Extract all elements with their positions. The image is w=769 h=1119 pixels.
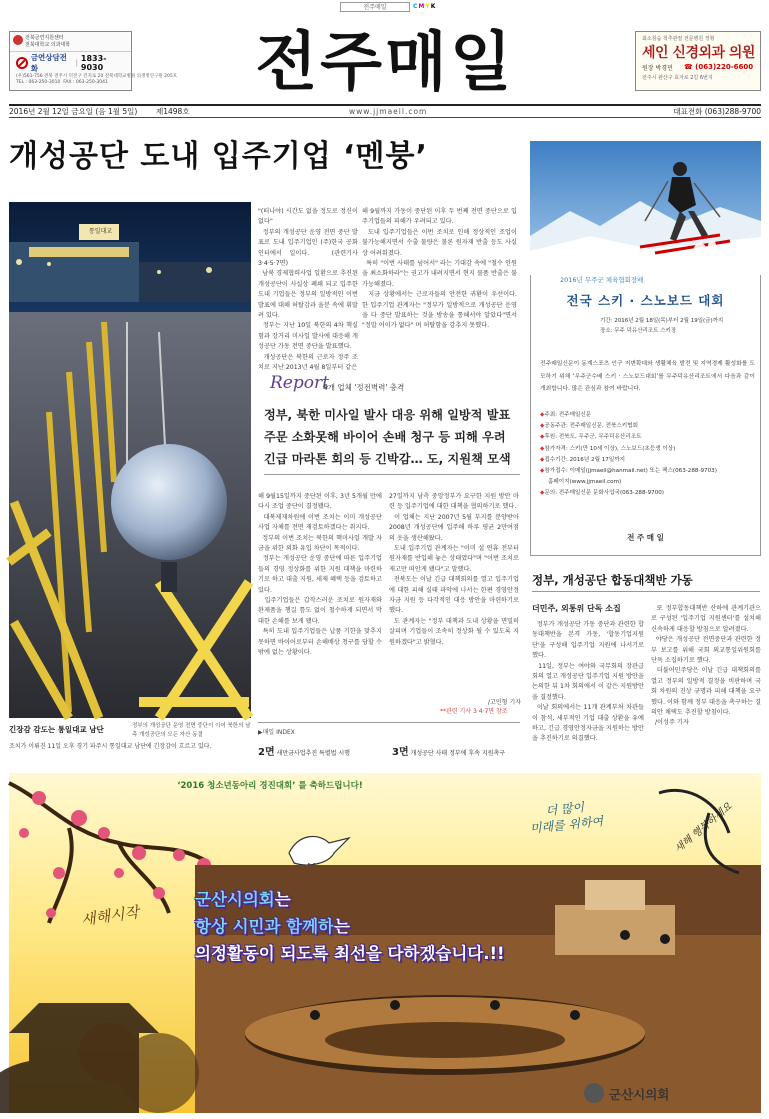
index-page-1: 2면 (258, 747, 275, 758)
ski-detail-item: ◆후원: 전북도, 무주군, 무주덕유산리조트 (540, 434, 642, 441)
ski-detail-item: ◆접수기간: 2016년 2월 17일까지 (540, 456, 626, 463)
ski-detail-item: ◆참가자격: 스키(만 10세 이상), 스노보드(초등생 이상) (540, 445, 676, 452)
ad-line1: 금연상담전화 (30, 53, 67, 73)
index-label: ▶매일 INDEX (258, 729, 295, 736)
ad-right-tel: ☎ (063)220-6600 (684, 63, 754, 71)
banner-council-logo-text: 군산시의회 (609, 1087, 670, 1102)
article-column-2: 해 9월까지 가동이 중단된 이후 두 번째 전면 중단으로 입주기업들의 피해가 우려되고 있다. 도내 입주기업들은 이번 조치로 인해 정상적인 조업이 불가능해지면서 수출 물량은 물론 원자재 반출 등도 사실상 어려워졌다. 특히 "이번 사태를 넘어서" 라는 기대감 속에 "철수 인원을 최소화하라"는 권고가 내려지면서 현지 물품 반출은 불가능해졌다. 지금 상황에서는 근로자들의 안전한 귀환이 우선이다. 한 입주기업 관계자는 "정부가 일방적으로 개성공단 운영을 다 중단 발표하는 것을 방송을 통해서야 알았다"면서 "정말 어이가 없다" 며 허탈함을 감추지 못했다. (362, 208, 518, 330)
ad-right-name: 세인 신경외과 의원 (642, 45, 755, 61)
page-index (258, 722, 520, 766)
report-banner (270, 373, 518, 397)
ski-event-details (540, 410, 755, 500)
second-article-column-2: 또 정부합동대책반 산하에 관계기관으로 구성된 '입주기업 지원센터'를 설치해 신속하게 대응할 방침으로 알려졌다. 야당은 개성공단 전면중단과 관련한 정부 보고를 위해 국회 외교통일위원회를 단독 소집하기로 했다. 더불어민주당은 이날 긴급 대책회의를 열고 정부의 일방적 결정을 비판하며 국회 차원의 진상 규명과 피해 대책을 요구했다. 이와 함께 정부 대응을 촉구하는 결의안 채택도 추진할 방침이다. /이성주 기자 (651, 605, 761, 727)
ski-detail-item[interactable]: 홈페이지(www.jjmaeil.com) (548, 479, 622, 486)
ad-hotline: 금연상담전화 | 1833-9030 (16, 56, 127, 70)
ski-event-info: 기간: 2016년 2월 18일(목)부터 2월 19일(금)까지 장소: 무주 덕유산리조트 스키장 (600, 318, 724, 334)
center-logo-icon (13, 35, 23, 45)
ski-event-title: 전국 스키 · 스노보드 대회 (566, 293, 725, 308)
article-column-1: "(떠나야) 시간도 없을 정도로 정신이 없다" 정부의 개성공단 운영 전면 중단 발표로 도내 입주기업인 (주)한국 공화인터에서 일이다. (관련기사 3·4·5·7면) 남북 경제협력사업 일환으로 추진된 개성공단이 사실상 폐쇄 되고 입주한 도내 기업들은 정부의 일방적인 이번 발표에 대해 허탈감과 울분 속에 휘말려 있다. 정부는 지난 10일 북한의 4차 핵실험과 장거리 미사일 발사에 대응해 개성공단 가동 전면 중단을 발표했다. 개성공단은 북한의 근로자 정주 조치로 지난 2013년 4월 8일부터 같은 (258, 208, 359, 372)
main-phone: 대표전화 (063)288-9700 (673, 107, 761, 116)
issue-number: 제1498호 (156, 107, 190, 116)
lead-photo (9, 202, 251, 718)
ski-detail-item: ◆참가접수: 이메일(jjmaeil@hanmail.net) 또는 팩스(063-288-9703) (540, 468, 717, 475)
subhead-1: 정부, 북한 미사일 발사 대응 위해 일방적 발표 (264, 408, 511, 422)
banner-council-name: 군산시의회 (195, 890, 275, 909)
report-sublabel: 4개 업체 '정전벽력' 충격 (323, 383, 405, 392)
bridge-photo-illustration (9, 202, 251, 718)
ad-clinic[interactable] (635, 31, 761, 91)
photo-caption-title: 긴장감 감도는 통일대교 남단 (9, 725, 104, 734)
ad-header (10, 32, 131, 52)
cmyk-marks: CMYK (413, 3, 437, 10)
banner-calligraphy-far-right: 새해 행복하세요 (673, 801, 735, 856)
ad-org: 전북금연지원센터 전북대학교 의과대학 (25, 35, 71, 48)
registration-label: 전주매일 (340, 2, 410, 12)
banner-main-line-2 (195, 913, 350, 937)
dateline-bar (9, 104, 761, 118)
divider (264, 474, 520, 475)
index-title-1: 새만금사업추진 특별법 시행 (276, 750, 350, 757)
ad-right-address: 전주시 완산구 효자로 2길 6번지 (642, 75, 713, 81)
skier-illustration (530, 141, 761, 275)
index-page-2: 3면 (392, 747, 409, 758)
second-article-subhead: 더민주, 외통위 단독 소집 (532, 604, 621, 613)
banner-top-text: ‘2016 청소년동아리 경진대회’ 를 축하드립니다! (177, 781, 363, 791)
ski-detail-item: ◆주최: 전주매일신문 (540, 412, 592, 418)
issue-date: 2016년 2월 12일 금요일 (음 1월 5일) (9, 107, 138, 116)
ad-right-doctor: 원장 박경민 (642, 65, 673, 72)
ski-event-year: 2016년 무주군 체육협회장배 (560, 276, 644, 284)
website-link[interactable]: www.jjmaeil.com (349, 107, 428, 116)
council-banner-ad[interactable] (9, 773, 761, 1113)
photo-caption-body: 정부의 개성공단 운영 전면 중단이 이어 북한의 남측 개성공단의 모든 자산 동결 (132, 723, 251, 738)
lead-headline: 개성공단 도내 입주기업 ‘멘붕’ (9, 139, 428, 174)
article-column-4: 27일까지 남측 중앙정부가 요구한 지원 방안 마련 등 입주기업에 대한 대책을 협의하기로 했다. 이 업체는 지난 2007년 5월 부지를 분양받아 2008년 개성공단에 입주해 하루 평균 2만여점의 옷을 생산해왔다. 도내 입주기업 관계자는 "이미 설 연휴 전부터 원자재를 반입해 놓은 상태였다"며 "이번 조치로 재고만 떠안게 됐다"고 말했다. 전북도는 이날 긴급 대책회의를 열고 입주기업에 대한 피해 실태 파악에 나서는 한편 경영안정자금 지원 등 다각적인 대응 방안을 마련하기로 했다. 도 관계자는 "정부 대책과 도내 상황을 면밀히 살피며 기업들이 조속히 정상화 될 수 있도록 지원하겠다"고 밝혔다. (389, 493, 520, 646)
ad-right-top: 최소침습 척추관절 전문병원 정형 (642, 36, 715, 42)
skier-photo (530, 141, 761, 275)
second-article-headline: 정부, 개성공단 합동대책반 가동 (532, 573, 693, 587)
index-item-2[interactable] (392, 743, 505, 758)
subhead-3: 긴급 마라톤 회의 등 긴박감… 도, 지원책 모색 (264, 452, 511, 466)
banner-calligraphy-right: 더 많이 미래를 위하여 (529, 800, 604, 836)
photo-caption-body-2: 조치가 이뤄진 11일 오후 경기 파주시 통일대교 남단에 긴장감이 흐르고 있다. (9, 743, 212, 750)
ad-address: (우)561-756 전북 전주시 덕진구 건지로 20 전북대학교병원 의생명연구원 205호 TEL : 063-250-3010 FAX : 063-250-3041 (16, 74, 178, 85)
bridge-sign: 통일대교 (89, 228, 113, 235)
banner-main-line-3: 의정활동이 되도록 최선을 다하겠습니다.!! (195, 944, 505, 963)
banner-main-particle-1: 는 (274, 890, 291, 909)
second-article-column-1: 정부가 개성공단 가동 중단과 관련한 합동대책반을 본격 가동, '합동기업지원단'을 구성해 입주기업 지원에 나서기로 했다. 11일, 정부는 여야와 국무회의 장관급 회의 열고 개성공단 입주기업 지원 방안을 논의한 뒤 1차 회의에서 이 같은 지원방안을 결정했다. 이날 회의에서는 11개 관계부처 차관들이 참석, 세부적인 기업 대출 상환을 유예하고, 긴급 경영안정자금을 지원하는 방안을 추진하기로 의결했다. (532, 621, 645, 743)
divider (532, 591, 760, 592)
ad-line2: 1833-9030 (80, 54, 107, 72)
banner-main-line-1 (195, 886, 291, 910)
report-badge: Report (270, 373, 329, 393)
article-column-3: 해 9월15일까지 중단된 이후, 3년 5개월 만에 다시 조업 중단이 결정됐다. 대북제재차원에 이번 조치는 이미 개성공단 사업 자체를 전면 재검토하겠다는 취지다. 정부의 이번 조치는 북한의 핵미사일 개발 자금을 위한 외화 유입 차단이 목적이다. 정부는 개성공단 운영 중단에 따른 입주기업들의 경영 정상화를 위한 지원 대책을 마련하기로 하고 대출 지원, 세제 혜택 등을 검토하고 있다. 입주기업들은 갑작스러운 조치로 원자재와 완제품을 챙길 틈도 없이 철수하게 되면서 막대한 손해를 보게 됐다. 특히 도내 입주기업들은 납품 기한을 맞추지 못하면 바이어로부터 손해배상 청구를 당할 수밖에 없는 상황이다. (258, 493, 383, 657)
index-title-2: 개성공단 사태 정부에 후속 지원촉구 (410, 750, 506, 757)
ski-detail-item: ◆문의: 전주매일신문 문화사업국(063-288-9700) (540, 490, 664, 497)
ski-detail-item: ◆공동주관: 전주매일신문, 전북스키협회 (540, 423, 638, 430)
banner-main-particle-2: 는 (334, 917, 350, 936)
ski-organizer: 전 주 매 일 (627, 533, 664, 542)
subhead-2: 주문 소화못해 바이어 손배 청구 등 피해 우려 (264, 430, 506, 444)
index-item-1[interactable] (258, 743, 350, 758)
newspaper-masthead: 전주매일 (255, 26, 515, 100)
related-articles-note[interactable]: **관련 기사 3·4·7면 참조 (440, 708, 508, 715)
ski-event-body: 전주매일신문이 동계스포츠 인구 저변확대와 생활체육 발전 및 지역경제 활성화를 도모하기 위해 ‘무주군수배 스키 · 스노보드대회’를 무주덕유산리조트에서 다음과 같이 개최합니다. 많은 관심과 참여 바랍니다. (540, 361, 755, 393)
ad-smoking-cessation[interactable] (9, 31, 178, 91)
banner-calligraphy-left: 새해시작 (80, 903, 141, 929)
banner-main-highlight-2: 항상 시민과 함께하 (195, 917, 335, 936)
no-smoking-icon (16, 57, 28, 69)
byline: /고민형 기자 (488, 699, 521, 706)
